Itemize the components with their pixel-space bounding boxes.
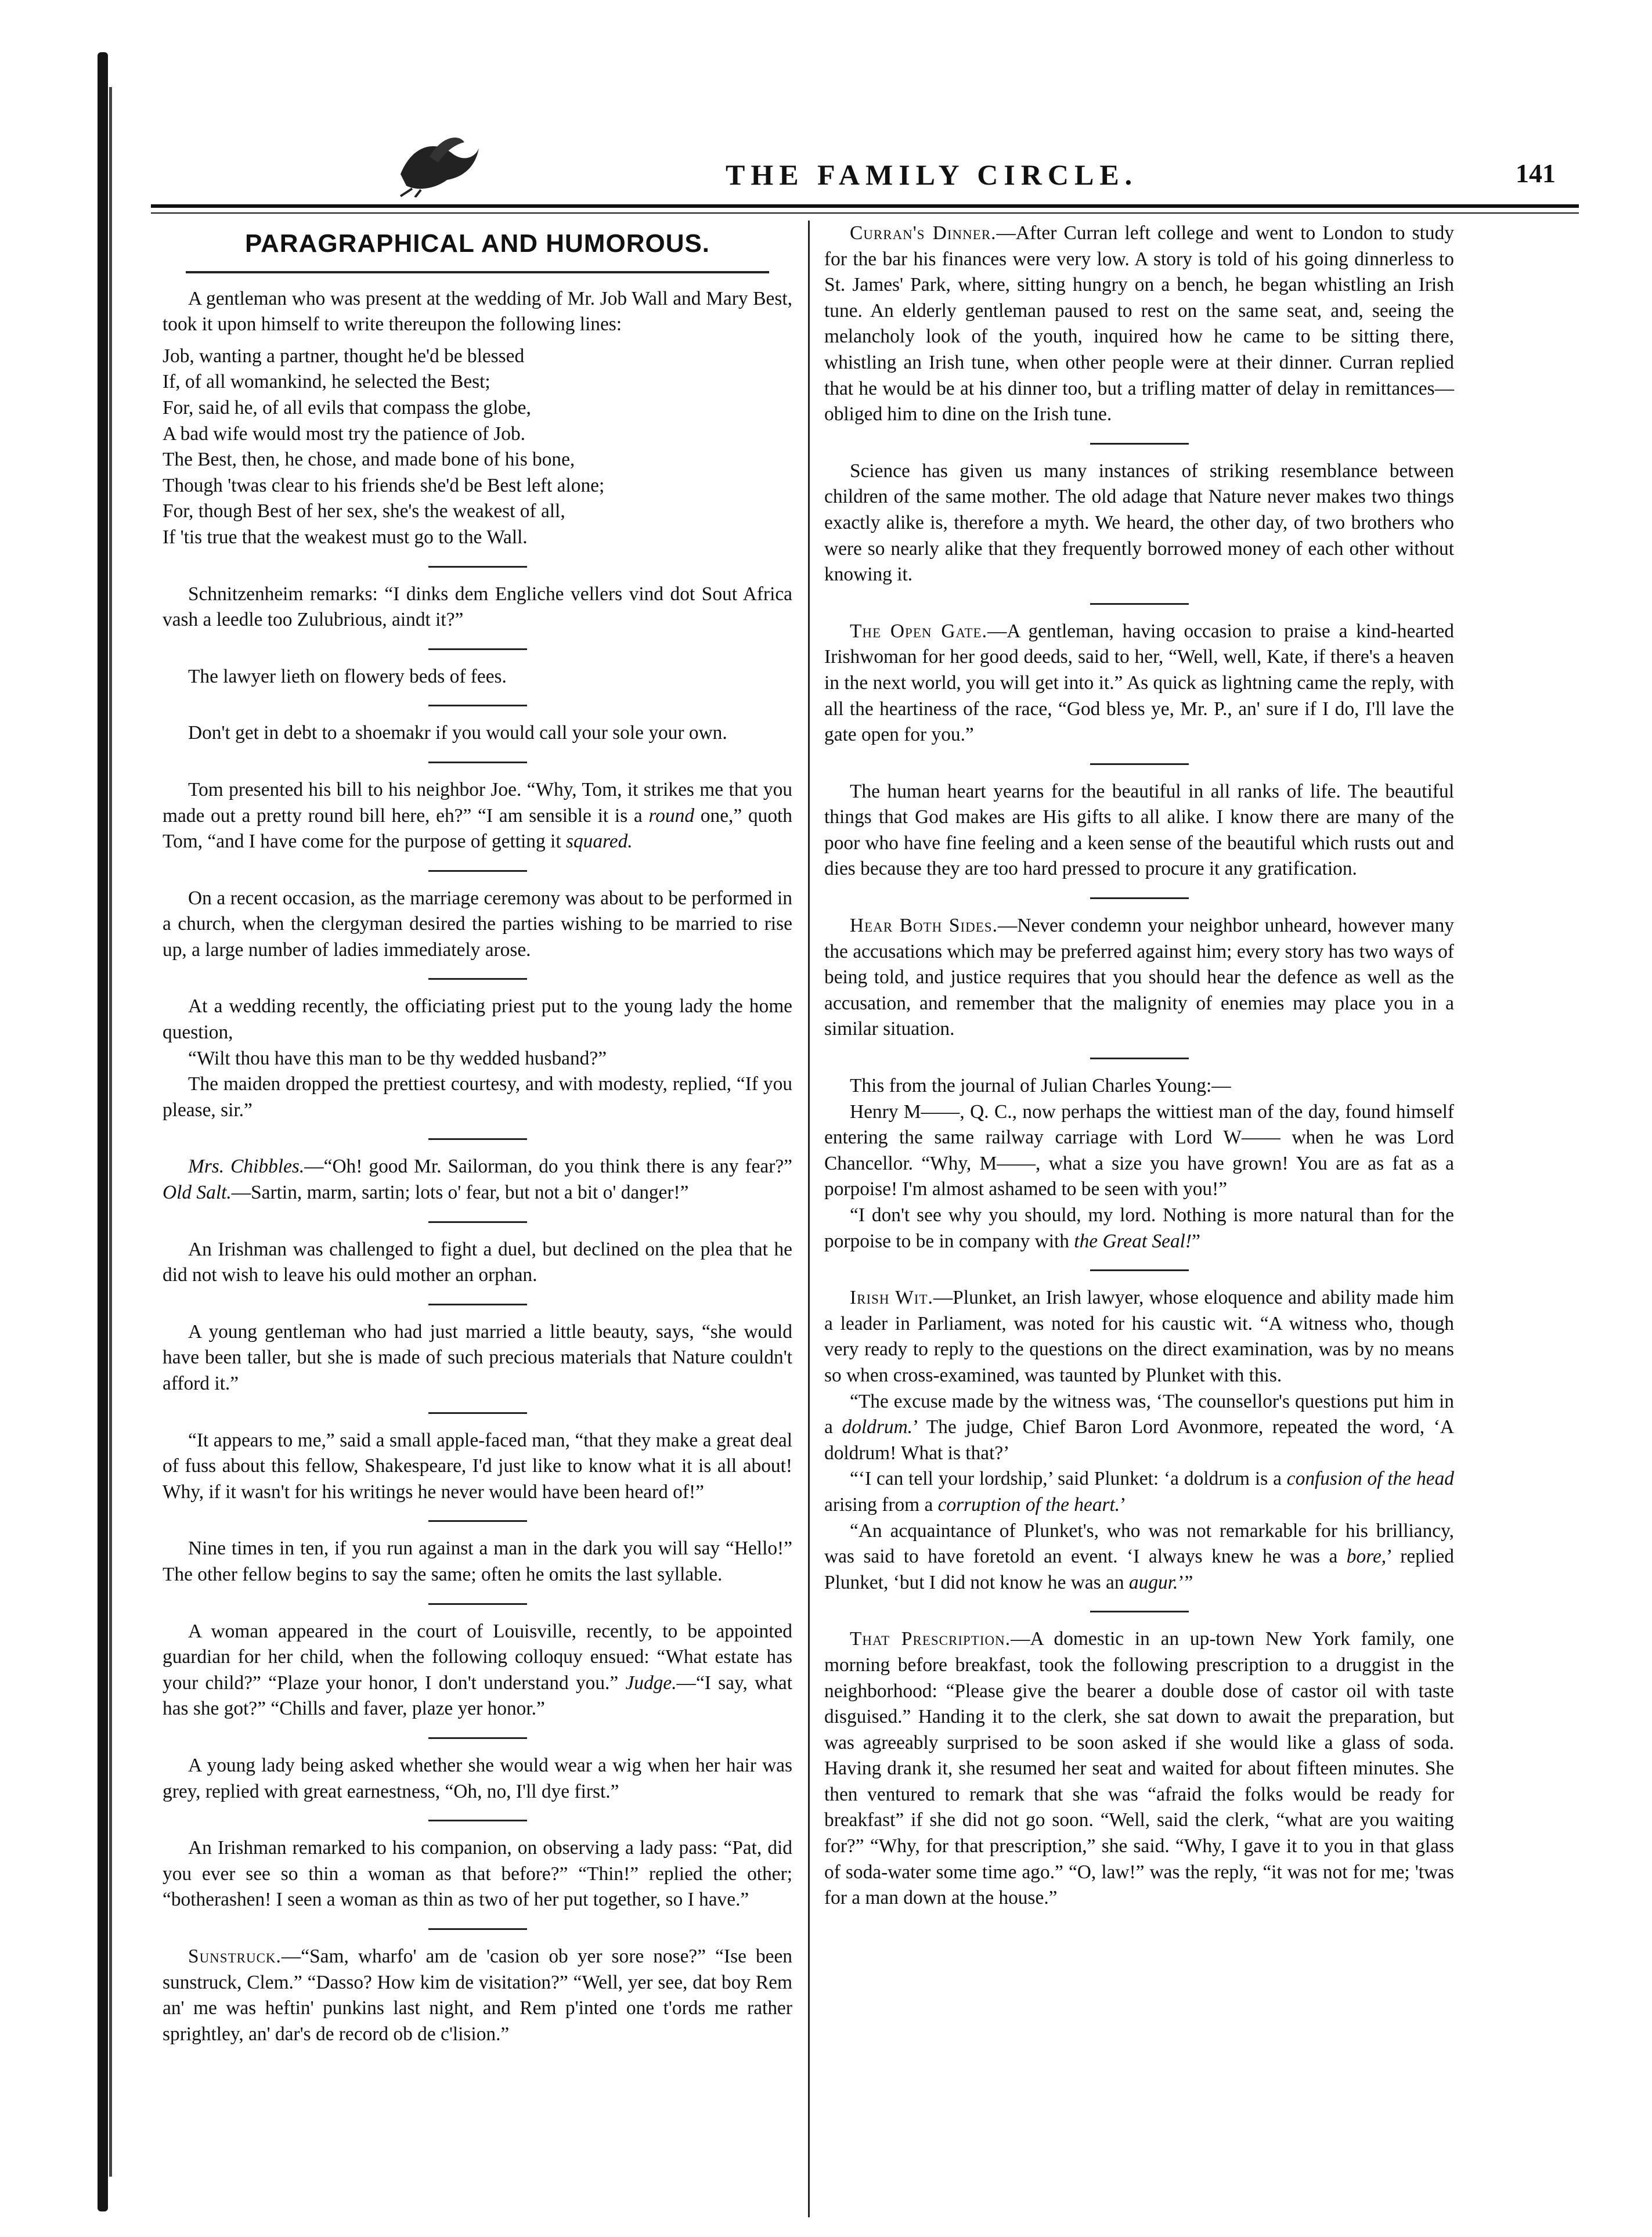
text-span: ’”	[1178, 1571, 1193, 1593]
masthead-rule	[151, 204, 1579, 208]
article-text	[824, 1203, 1454, 1254]
separator-rule	[428, 1737, 527, 1739]
separator-rule	[428, 648, 527, 650]
separator-rule	[1090, 1058, 1189, 1059]
binding-margin-rule-inner	[109, 87, 112, 2177]
article-curran	[824, 221, 1454, 428]
article-job-wall	[163, 286, 792, 551]
article-text: —A gentleman, having occasion to praise a kind-hearted Irishwoman for her good deeds, said to her, “Well, well, Kate, if there's a heaven in the next world, you will get into it.” As quick as lightning came the reply, with all the heartiness of the race, “God bless ye, Mr. P., an' sure if I do, I'll lave the gate open for you.”	[824, 620, 1455, 746]
verse-line: If, of all womankind, he selected the Best;	[163, 371, 490, 393]
left-column	[163, 221, 792, 2051]
italic-word: round	[648, 804, 695, 827]
italic-word: confusion of the head	[1286, 1468, 1454, 1490]
article-text: —After Curran left college and went to London to study for the bar his finances were very low. A story is told of his going dinnerless to St. James' Park, where, sitting hungry on a bench, he began whistling an Irish tune. An elderly gentleman paused to rest on the same seat, and, seeing the melancholy look of the youth, inquired how he came to be sitting there, whistling an Irish tune, when other people were at their dinner. Curran replied that he would be at his dinner too, but a trifling matter of delay in remittances—obliged him to dine on the Irish tune.	[824, 222, 1454, 425]
verse-line: For, said he, of all evils that compass the globe,	[163, 396, 531, 418]
text-span: “The excuse made by the witness was, ‘The counsellor's questions put him in a	[824, 1390, 1454, 1438]
separator-rule	[428, 978, 527, 980]
speaker-name: Judge.	[625, 1672, 677, 1694]
article-louisville	[163, 1619, 792, 1722]
article-text: Henry M——, Q. C., now perhaps the wittiest man of the day, found himself entering the same railway carriage with Lord W—— when he was Lord Chancellor. “Why, M——, what a size you have grown! You are as fat as a porpoise! I'm almost ashamed to be seen with you!”	[824, 1101, 1454, 1200]
verse-block	[163, 344, 792, 551]
column-divider	[808, 221, 810, 2217]
verse-line: Though 'twas clear to his friends she'd be Best left alone;	[163, 474, 605, 496]
article-title: The Open Gate.	[850, 620, 987, 642]
separator-rule	[428, 566, 527, 568]
article-title: Curran's Dinner.	[850, 222, 997, 244]
article-science: Science has given us many instances of striking resemblance between children of the same mother. The old adage that Nature never makes two things exactly alike is, therefore a myth. We heard, the other day, of two brothers who were so nearly alike that they frequently borrowed money of each other without knowing it.	[824, 460, 1454, 586]
article-text: Tom presented his bill to his neighbor Joe. “Why, Tom, it strikes me that you made out a pretty round bill here, eh?” “I am sensible it is a	[163, 778, 792, 827]
italic-word: squared.	[565, 831, 633, 853]
article-text	[824, 1466, 1454, 1518]
masthead-title: THE FAMILY CIRCLE.	[726, 158, 1138, 191]
article-text	[824, 1389, 1454, 1467]
separator-rule	[1090, 1611, 1189, 1612]
verse-line: For, though Best of her sex, she's the weakest of all,	[163, 500, 565, 522]
italic-word: bore,	[1346, 1546, 1387, 1568]
article-title: Sunstruck.	[188, 1945, 282, 1967]
article-text: —“I say, what has she got?” “Chills and faver, plaze yer honor.”	[163, 1672, 792, 1720]
article-text: —“Oh! good Mr. Sailorman, do you think there is any fear?”	[304, 1156, 792, 1178]
article-tom-bill	[163, 777, 792, 855]
text-span: ’ replied Plunket, ‘but I did not know he was an	[824, 1546, 1454, 1593]
separator-rule	[428, 1304, 527, 1305]
separator-rule	[428, 1928, 527, 1930]
article-shoemaker: Don't get in debt to a shoemakr if you would call your sole your own.	[188, 722, 727, 744]
page-number: 141	[1516, 158, 1556, 188]
separator-rule	[1090, 603, 1189, 605]
separator-rule	[428, 1520, 527, 1522]
italic-word: doldrum.	[842, 1416, 913, 1438]
text-span: “An acquaintance of Plunket's, who was not remarkable for his brilliancy, was said to have foretold an event. ‘I always knew he was a	[824, 1520, 1454, 1568]
verse-line: If 'tis true that the weakest must go to the Wall.	[163, 526, 528, 548]
article-text: —A domestic in an up-town New York family, one morning before breakfast, took the following prescription to a druggist in the neighborhood: “Please give the bearer a double dose of castor oil with taste disguised.” Handing it to the clerk, she sat down to await the preparation, but was agreeably surprised to be soon asked if she would like a glass of soda. Having drank it, she resumed her seat and waited for about fifteen minutes. She then ventured to remark that she was “afraid the folks would be ready for breakfast” if she did not go soon. “Well, said the clerk, “what are you waiting for?” “Why, for that prescription,” she said. “Why, I gave it to you in that glass of soda-water some time ago.” “O, law!” was the reply, “it was not for me; 'twas for a man down at the house.”	[824, 1628, 1455, 1909]
article-text: one,” quoth Tom, “and I have come for the purpose of getting it	[163, 804, 792, 853]
article-irish-wit	[824, 1285, 1454, 1596]
separator-rule	[428, 1412, 527, 1414]
article-young-gentleman: A young gentleman who had just married a little beauty, says, “she would have been taller, but she is made of such precious materials that Nature couldn't afford it.”	[163, 1320, 792, 1394]
article-text: At a wedding recently, the officiating priest put to the young lady the home question,	[163, 995, 792, 1044]
separator-rule	[1090, 897, 1189, 899]
article-wedding-question	[163, 994, 792, 1123]
text-span: ”	[1192, 1230, 1200, 1252]
article-text	[824, 1285, 1454, 1388]
text-span: ’	[1120, 1493, 1127, 1516]
italic-word: augur.	[1128, 1571, 1178, 1593]
separator-rule	[1090, 763, 1189, 765]
article-hello: Nine times in ten, if you run against a man in the dark you will say “Hello!” The other fellow begins to say the same; often he omits the last syllable.	[163, 1538, 792, 1585]
article-title: That Prescription.	[850, 1628, 1011, 1650]
article-text: A gentleman who was present at the wedding of Mr. Job Wall and Mary Best, took it upon himself to write thereupon the following lines:	[163, 287, 792, 335]
separator-rule	[428, 1221, 527, 1223]
article-title: Irish Wit.	[850, 1287, 933, 1309]
article-sunstruck	[163, 1944, 792, 2047]
article-shakespeare: “It appears to me,” said a small apple-faced man, “that they make a great deal of fuss about this fellow, Shakespeare, I'd just like to know what it is all about! Why, if it wasn't for his writings he never would have been heard of!”	[163, 1429, 792, 1503]
verse-line: A bad wife would most try the patience of Job.	[163, 423, 526, 445]
article-julian-young	[824, 1073, 1454, 1254]
article-wig: A young lady being asked whether she would wear a wig when her hair was grey, replied with great earnestness, “Oh, no, I'll dye first.”	[163, 1754, 792, 1802]
article-open-gate	[824, 619, 1454, 748]
separator-rule	[1090, 443, 1189, 445]
article-hear-both-sides	[824, 913, 1454, 1042]
section-heading: PARAGRAPHICAL AND HUMOROUS.	[244, 229, 710, 258]
separator-rule	[428, 870, 527, 872]
article-chibbles	[163, 1154, 792, 1206]
italic-word: the Great Seal!	[1074, 1230, 1192, 1252]
separator-rule	[428, 762, 527, 763]
article-text: “Wilt thou have this man to be thy wedded husband?”	[188, 1047, 607, 1069]
speaker-name: Old Salt.	[163, 1182, 232, 1204]
speaker-name: Mrs. Chibbles.	[188, 1156, 305, 1178]
article-lawyer: The lawyer lieth on flowery beds of fees.	[188, 665, 507, 687]
separator-rule	[428, 1820, 527, 1821]
text-span: —Plunket, an Irish lawyer, whose eloquence and ability made him a leader in Parliament, was noted for his caustic wit. “A witness who, though very ready to reply to the questions on the direct examination, was by no means so when cross-examined, was taunted by Plunket with this.	[824, 1287, 1455, 1386]
text-span: “‘I can tell your lordship,’ said Plunket: ‘a doldrum is a	[850, 1468, 1287, 1490]
article-marriage-church: On a recent occasion, as the marriage ceremony was about to be performed in a church, when the clergyman desired the parties wishing to be married to rise up, a large number of ladies immediately arose.	[163, 887, 792, 961]
article-text: —“Sam, wharfo' am de 'casion ob yer sore nose?” “Ise been sunstruck, Clem.” “Dasso? How kim de visitation?” “Well, yer see, dat boy Rem an' me was heftin' punkins last night, and Rem p'inted one t'ords me rather sprightley, an' dar's de record ob de c'lision.”	[163, 1945, 792, 2045]
article-title: Hear Both Sides.	[850, 915, 998, 937]
article-text: —Sartin, marm, sartin; lots o' fear, but not a bit o' danger!”	[231, 1182, 689, 1204]
text-span: ’ The judge, Chief Baron Lord Avonmore, repeated the word, ‘A doldrum! What is that?’	[824, 1416, 1455, 1464]
separator-rule	[428, 1603, 527, 1605]
article-schnitzenheim: Schnitzenheim remarks: “I dinks dem Engliche vellers vind dot Sout Africa vash a leedle too Zulubrious, aindt it?”	[163, 583, 792, 631]
verse-line: The Best, then, he chose, and made bone of his bone,	[163, 449, 575, 471]
right-column	[824, 221, 1454, 1915]
heading-rule	[186, 271, 769, 273]
text-span: “I don't see why you should, my lord. Nothing is more natural than for the porpoise to be in company with	[824, 1204, 1454, 1252]
article-text: A woman appeared in the court of Louisville, recently, to be appointed guardian for her child, when the following colloquy ensued: “What estate has your child?” “Plaze your honor, I don't understand you.”	[163, 1620, 792, 1694]
separator-rule	[428, 1138, 527, 1140]
bird-ornament-icon	[395, 134, 482, 197]
article-prescription	[824, 1626, 1454, 1911]
masthead	[151, 134, 1579, 203]
separator-rule	[1090, 1269, 1189, 1271]
italic-word: corruption of the heart.	[937, 1493, 1120, 1516]
separator-rule	[428, 705, 527, 706]
article-text	[824, 1518, 1454, 1596]
masthead-rule-thin	[151, 212, 1579, 214]
article-text: This from the journal of Julian Charles Young:—	[850, 1075, 1231, 1097]
article-thin-woman: An Irishman remarked to his companion, on observing a lady pass: “Pat, did you ever see so thin a woman as that before?” “Thin!” replied the other; “botherashen! I seen a woman as thin as two of her put together, so I have.”	[163, 1837, 792, 1911]
article-text: —Never condemn your neighbor unheard, however many the accusations which may be preferred against him; every story has two ways of being told, and justice requires that you should hear the defence as well as the accusation, and remember that the malignity of enemies may place you in a similar situation.	[824, 915, 1454, 1040]
article-text: The maiden dropped the prettiest courtesy, and with modesty, replied, “If you please, sir.”	[163, 1073, 792, 1121]
verse-line: Job, wanting a partner, thought he'd be blessed	[163, 345, 525, 367]
article-irishman-duel: An Irishman was challenged to fight a duel, but declined on the plea that he did not wish to leave his ould mother an orphan.	[163, 1238, 792, 1286]
binding-margin-rule	[98, 52, 108, 2211]
text-span: arising from a	[824, 1493, 938, 1516]
article-human-heart: The human heart yearns for the beautiful in all ranks of life. The beautiful things that God makes are His gifts to all alike. I know there are many of the poor who have fine feeling and a keen sense of the beautiful which rusts out and dies because they are too hard pressed to procure it any gratification.	[824, 780, 1454, 880]
